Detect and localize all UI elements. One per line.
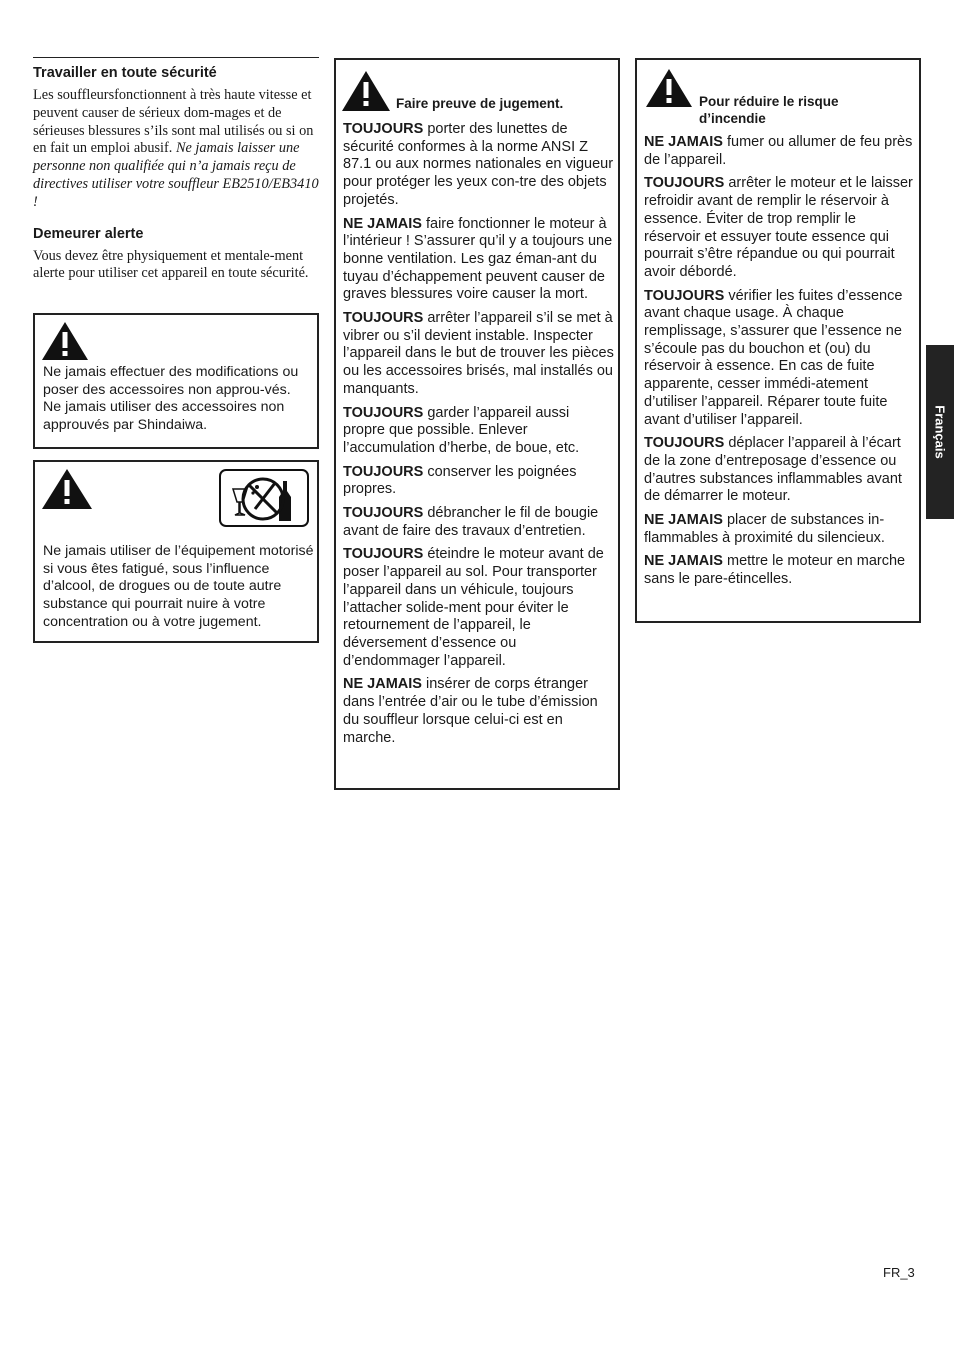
fire-risk-item — [644, 288, 916, 430]
fire-risk-item — [644, 134, 916, 169]
judgement-box — [334, 58, 620, 790]
judgement-item-keyword: TOUJOURS — [343, 121, 424, 137]
page-number: FR_3 — [883, 1265, 915, 1280]
judgement-item-text: porter des lunettes de sécurité conformes à la norme ANSI Z 87.1 ou aux normes nationales en vigueur pour protéger les yeux con-tre des objets projetés. — [343, 121, 614, 208]
language-tab — [926, 345, 954, 519]
judgement-title: Faire preuve de jugement. — [396, 96, 564, 111]
judgement-item-keyword: TOUJOURS — [343, 310, 424, 327]
fire-risk-item-text: fumer ou allumer de feu près de l’appareil. — [644, 134, 913, 168]
safety-paragraph-text: Les souffleursfonctionnent à très haute vitesse et peuvent causer de sérieux dom-mages et de sérieuses blessures s’ils sont mal utilisés ou si on en fait un emploi abusif. — [33, 87, 314, 157]
judgement-item-keyword: NE JAMAIS — [343, 215, 422, 232]
fire-risk-item-text: vérifier les fuites d’essence avant chaque usage. À chaque remplissage, s’assurer que l’essence ne s’écoule pas du bouchon et (ou) du réservoir à essence. En cas de fuite apparente, cesser immédi-atement d’utiliser l’appareil. Réparer toute fuite avant d’utiliser l’appareil. — [644, 287, 903, 428]
warning-triangle-icon — [41, 468, 93, 510]
judgement-item-text: éteindre le moteur avant de poser l’appareil au sol. Pour transporter l’appareil dans un véhicule, toujours l’attacher solide-ment pour éviter le retournement de l’appareil, le déversement d’essence ou d’endommager l’appareil. — [343, 546, 604, 669]
fire-risk-item-text: arrêter le moteur et le laisser refroidir avant de remplir le réservoir à essence. Éviter de trop remplir le réservoir et essuyer toute essence qui pourrait s’être répandue ou qui pourrait avoir débordé. — [644, 175, 913, 280]
judgement-item-keyword: TOUJOURS — [343, 463, 424, 480]
safety-paragraph — [33, 87, 319, 212]
warning-triangle-icon — [645, 68, 693, 108]
fire-risk-item — [644, 435, 916, 506]
judgement-item-keyword: TOUJOURS — [343, 546, 424, 563]
judgement-item-text: débrancher le fil de bougie avant de faire des travaux d’entretien. — [343, 505, 599, 539]
judgement-list — [343, 121, 615, 753]
fire-risk-item-keyword: TOUJOURS — [644, 175, 725, 192]
fire-risk-item-keyword: TOUJOURS — [644, 435, 725, 452]
judgement-item — [343, 464, 615, 499]
fire-risk-item — [644, 512, 916, 547]
fire-risk-title: Pour réduire le risque d’incendie — [699, 94, 839, 126]
fire-risk-item — [644, 175, 916, 281]
judgement-item — [343, 405, 615, 458]
warning-box-alcohol — [33, 460, 319, 643]
safety-paragraph-italic: Ne jamais laisser une personne non qualifiée qui n’a jamais reçu de directives utiliser votre souffleur EB2510/EB3410 ! — [33, 140, 319, 210]
judgement-item — [343, 546, 615, 670]
warning-triangle-icon — [41, 321, 89, 361]
judgement-item — [343, 505, 615, 540]
warning-box-alcohol-text: Ne jamais utiliser de l’équipement motorisé si vous êtes fatigué, sous l’influence d’alcool, de drogues ou de toute autre substance qui pourrait nuire à votre concentration ou à votre jugement. — [43, 543, 314, 630]
alert-paragraph: Vous devez être physiquement et mentale-ment alerte pour utiliser cet appareil en toute sécurité. — [33, 247, 309, 282]
judgement-item — [343, 676, 615, 747]
judgement-item — [343, 216, 615, 305]
fire-risk-item-keyword: NE JAMAIS — [644, 512, 723, 529]
no-alcohol-icon — [219, 469, 309, 527]
judgement-item-keyword: TOUJOURS — [343, 505, 424, 522]
fire-risk-list — [644, 134, 916, 595]
judgement-item — [343, 310, 615, 399]
left-column — [33, 57, 319, 296]
judgement-item — [343, 121, 615, 210]
fire-risk-item-text: déplacer l’appareil à l’écart de la zone d’entreposage d’essence ou d’autres substances inflammables avant de démarrer le moteur. — [644, 435, 902, 505]
fire-risk-item-keyword: NE JAMAIS — [644, 553, 723, 570]
judgement-item-keyword: TOUJOURS — [343, 404, 424, 421]
language-tab-label: Français — [932, 405, 948, 459]
fire-risk-box — [635, 58, 921, 623]
warning-box-modifications — [33, 313, 319, 449]
fire-risk-item-keyword: TOUJOURS — [644, 287, 725, 304]
judgement-item-text: conserver les poignées propres. — [343, 463, 577, 498]
warning-triangle-icon — [341, 70, 391, 112]
judgement-item-text: faire fonctionner le moteur à l’intérieur ! S’assurer qu’il y a toujours une bonne ventilation. Les gaz éman-ant du tuyau d’échappement peuvent causer de graves blessures voire causer la mort. — [343, 215, 613, 303]
fire-risk-item-text: placer de substances in-flammables à proximité du silencieux. — [644, 512, 885, 546]
judgement-item-keyword: NE JAMAIS — [343, 676, 422, 693]
judgement-item-text: insérer de corps étranger dans l’entrée d’air ou le tube d’émission du souffleur lorsque celui-ci est en marche. — [343, 676, 598, 746]
fire-risk-item-text: mettre le moteur en marche sans le pare-étincelles. — [644, 553, 906, 588]
top-rule — [33, 57, 319, 58]
judgement-item-text: arrêter l’appareil s’il se met à vibrer ou s’il devient instable. Inspecter l’appareil dans le but de trouver les pièces ou les accessoires brisés, mal installés ou manquants. — [343, 310, 614, 397]
warning-box-modifications-text: Ne jamais effectuer des modifications ou poser des accessoires non approu-vés. Ne jamais utiliser des accessoires non approuvés par Shindaiwa. — [43, 364, 299, 434]
section-heading-alert: Demeurer alerte — [33, 225, 144, 242]
fire-risk-item — [644, 553, 916, 588]
fire-risk-item-keyword: NE JAMAIS — [644, 134, 723, 150]
section-heading-safety: Travailler en toute sécurité — [33, 65, 217, 81]
judgement-item-text: garder l’appareil aussi propre que possible. Enlever l’accumulation d’herbe, de boue, etc. — [343, 404, 580, 456]
